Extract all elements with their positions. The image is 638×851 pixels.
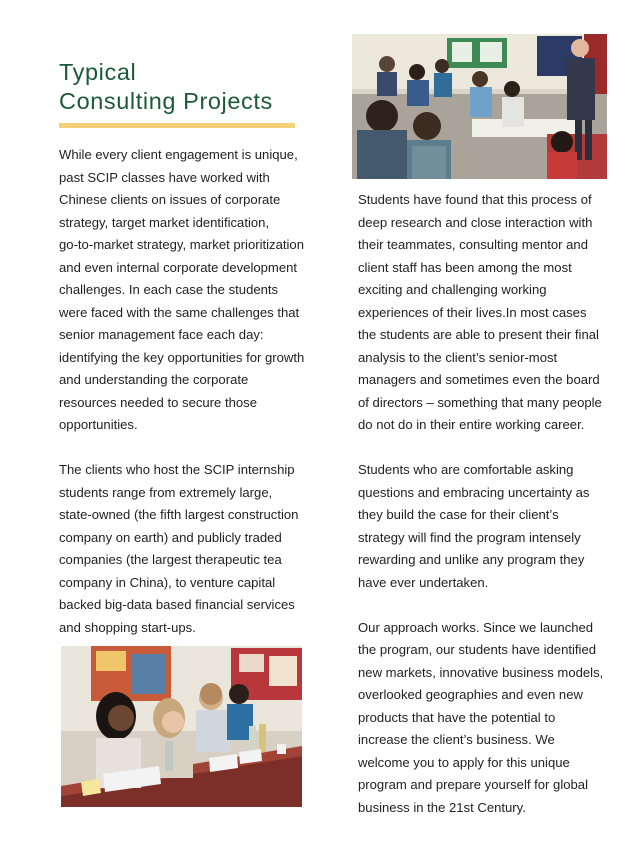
right-paragraph-3: [358, 617, 610, 820]
classroom-presentation-photo: [352, 34, 607, 179]
right-paragraph-1: [358, 189, 610, 437]
text-line: Chinese clients on issues of corporate: [59, 192, 281, 207]
page-title-line-2: Consulting Projects: [59, 87, 273, 114]
text-line: and shopping start-ups.: [59, 619, 196, 635]
right-column: [358, 189, 610, 842]
text-line: experiences of their lives.In most cases: [358, 304, 587, 320]
text-line: program and prepare yourself for global: [358, 777, 588, 792]
title-underline: [59, 123, 295, 128]
text-line: new markets, innovative business models,: [358, 664, 604, 680]
text-line: students range from extremely large,: [59, 484, 273, 500]
text-line: have ever undertaken.: [358, 574, 489, 590]
text-line: welcome you to apply for this unique: [358, 754, 570, 770]
text-line: the students are able to present their final: [358, 327, 599, 342]
text-line: managers and sometimes even the board: [358, 372, 600, 387]
text-line: questions and embracing uncertainty as: [358, 484, 590, 500]
text-line: identifying the key opportunities for growth: [59, 349, 305, 365]
text-line: overlooked geographies and even new: [358, 687, 583, 702]
text-line: challenges. In each case the students: [59, 282, 279, 297]
text-line: and even internal corporate development: [59, 259, 298, 275]
text-line: of directors – something that many people: [358, 394, 602, 410]
text-line: go-to-market strategy, market prioritization: [59, 237, 304, 252]
text-line: While every client engagement is unique,: [59, 147, 298, 162]
page-title: [59, 58, 339, 115]
text-line: they build the case for their client’s: [358, 507, 559, 522]
left-column: [59, 144, 317, 662]
text-line: companies (the largest therapeutic tea: [59, 552, 282, 567]
text-line: strategy will find the program intensely: [358, 529, 581, 545]
text-line: backed big-data based financial services: [59, 597, 295, 612]
text-line: company on earth) and publicly traded: [59, 529, 282, 545]
text-line: do not do in their entire working career.: [358, 417, 585, 432]
text-line: Students have found that this process of: [358, 192, 592, 207]
text-line: opportunities.: [59, 417, 138, 432]
students-at-conference-table-photo: [61, 646, 302, 807]
left-paragraph-1: [59, 144, 317, 437]
text-line: strategy, target market identification,: [59, 214, 270, 230]
text-line: Students who are comfortable asking: [358, 462, 574, 477]
text-line: past SCIP classes have worked with: [59, 169, 270, 185]
left-paragraph-2: [59, 459, 317, 639]
page-title-line-1: Typical: [59, 59, 137, 85]
text-line: senior management face each day:: [59, 327, 264, 342]
text-line: resources needed to secure those: [59, 394, 257, 410]
text-line: increase the client’s business. We: [358, 732, 555, 747]
text-line: were faced with the same challenges that: [59, 304, 300, 320]
text-line: analysis to the client’s senior-most: [358, 349, 558, 365]
text-line: company in China), to venture capital: [59, 574, 276, 590]
text-line: Our approach works. Since we launched: [358, 619, 594, 635]
text-line: deep research and close interaction with: [358, 214, 593, 230]
text-line: state-owned (the fifth largest construction: [59, 507, 299, 522]
text-line: and understanding the corporate: [59, 372, 249, 387]
text-line: their teammates, consulting mentor and: [358, 237, 588, 252]
text-line: exciting and challenging working: [358, 282, 547, 297]
text-line: the program, our students have identified: [358, 642, 597, 657]
text-line: business in the 21st Century.: [358, 799, 526, 815]
text-line: rewarding and unlike any program they: [358, 552, 585, 567]
text-line: client staff has been among the most: [358, 259, 572, 275]
right-paragraph-2: [358, 459, 610, 594]
text-line: products that have the potential to: [358, 709, 556, 725]
text-line: The clients who host the SCIP internship: [59, 462, 295, 477]
